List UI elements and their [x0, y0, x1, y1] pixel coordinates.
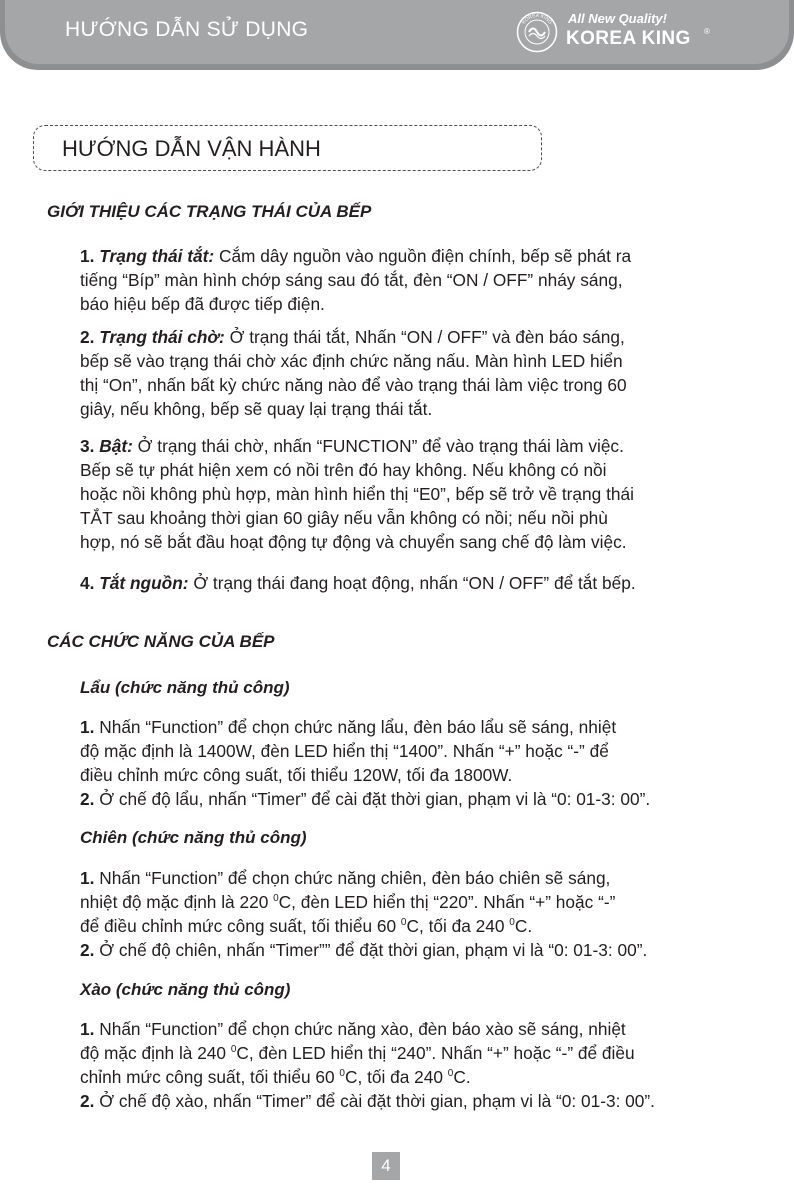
function-chien-body: 1. Nhấn “Function” để chọn chức năng chiên, đèn báo chiên sẽ sáng, nhiệt độ mặc định là 220 $^0$C, đèn LED hiển thị “220”. Nhấn “+” hoặc “-” để điều chỉnh mức công suất, tối thiểu 60 $^0$C, tối đa 240 $^0$C. 2. Ở chế độ chiên, nhấn “Timer”” để đặt thời gian, phạm vi là “0: 01-3: 00”. [80, 868, 648, 960]
section-title: HƯỚNG DẪN VẬN HÀNH [62, 136, 321, 161]
state-item-1: 1. Trạng thái tắt: Cắm dây nguồn vào nguồn điện chính, bếp sẽ phát ra tiếng “Bíp” màn hình chớp sáng sau đó tắt, đèn “ON / OFF” nháy sáng, báo hiệu bếp đã được tiếp điện. [80, 246, 632, 314]
logo-emblem-icon [516, 11, 558, 53]
function-lau-body: 1. Nhấn “Function” để chọn chức năng lẩu, đèn báo lẩu sẽ sáng, nhiệt độ mặc định là 1400W, đèn LED hiển thị “1400”. Nhấn “+” hoặc “-” để điều chỉnh mức công suất, tối thiểu 120W, tối đa 1800W. 2. Ở chế độ lẩu, nhấn “Timer” để cài đặt thời gian, phạm vi là “0: 01-3: 00”. [80, 717, 651, 809]
page-header [0, 0, 794, 70]
header-title: HƯỚNG DẪN SỬ DỤNG [65, 18, 309, 41]
state-item-label: Trạng thái chờ: [99, 327, 225, 347]
state-item-label: Tắt nguồn: [99, 573, 189, 593]
page-number: 4 [372, 1152, 400, 1180]
logo-tagline: All New Quality! [568, 11, 667, 26]
state-item-label: Bật: [99, 436, 133, 456]
svg-text:KOREA KING: KOREA KING [520, 12, 554, 26]
state-item-2: 2. Trạng thái chờ: Ở trạng thái tắt, Nhấn “ON / OFF” và đèn báo sáng, bếp sẽ vào trạng thái chờ xác định chức năng nấu. Màn hình LED hiển thị “On”, nhấn bất kỳ chức năng nào để vào trạng thái làm việc trong 60 giây, nếu không, bếp sẽ quay lại trạng thái tắt. [80, 327, 627, 419]
state-item-label: Trạng thái tắt: [99, 246, 215, 266]
korea-king-logo [516, 8, 786, 56]
state-item-3: 3. Bật: Ở trạng thái chờ, nhấn “FUNCTION” để vào trạng thái làm việc. Bếp sẽ tự phát hiện xem có nồi trên đó hay không. Nếu không có nồi hoặc nồi không phù hợp, màn hình hiển thị “E0”, bếp sẽ trở về trạng thái TẮT sau khoảng thời gian 60 giây nếu vẫn không có nồi; nếu nồi phù hợp, nó sẽ bắt đầu hoạt động tự động và chuyển sang chế độ làm việc. [80, 436, 634, 552]
state-item-number: 2 [80, 327, 90, 347]
function-xao-title: Xào (chức năng thủ công) [80, 980, 291, 999]
logo-registered-mark: ® [704, 27, 710, 36]
function-lau-title: Lẩu (chức năng thủ công) [80, 678, 290, 697]
state-item-number: 3 [80, 436, 90, 456]
state-item-number: 1 [80, 246, 90, 266]
section-title-box [33, 125, 542, 171]
states-heading: GIỚI THIỆU CÁC TRẠNG THÁI CỦA BẾP [47, 202, 372, 221]
function-chien-title: Chiên (chức năng thủ công) [80, 828, 307, 847]
logo-brand-name: KOREA KING [566, 28, 691, 49]
state-item-4: 4. Tắt nguồn: Ở trạng thái đang hoạt động, nhấn “ON / OFF” để tắt bếp. [80, 573, 636, 593]
functions-heading: CÁC CHỨC NĂNG CỦA BẾP [47, 632, 275, 651]
state-item-number: 4 [80, 573, 90, 593]
function-xao-body: 1. Nhấn “Function” để chọn chức năng xào, đèn báo xào sẽ sáng, nhiệt độ mặc định là 240 $^0$C, đèn LED hiển thị “240”. Nhấn “+” hoặc “-” để điều chỉnh mức công suất, tối thiểu 60 $^0$C, tối đa 240 $^0$C. 2. Ở chế độ xào, nhấn “Timer” để cài đặt thời gian, phạm vi là “0: 01-3: 00”. [80, 1019, 655, 1111]
